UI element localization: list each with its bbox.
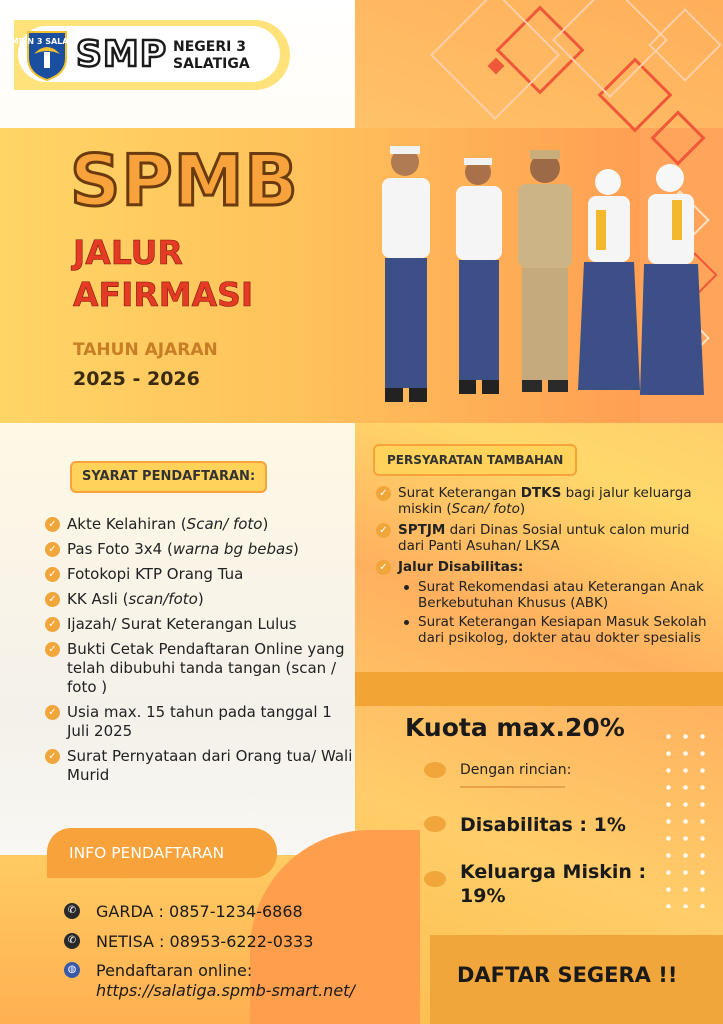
phone-icon: ✆ [64,903,80,919]
phone-icon: ✆ [64,933,80,949]
page-title: SPMB [70,140,299,222]
academic-year-value: 2025 - 2026 [73,368,200,390]
bullet-dot-icon [424,871,446,887]
check-icon: ✓ [45,749,60,764]
disability-sublist [402,579,711,646]
list-item: ✓ Akte Kelahiran (Scan/ foto) [45,515,355,534]
list-item: ✓ Pas Foto 3x4 (warna bg bebas) [45,540,355,559]
student-figure [640,164,704,395]
quota-detail-label: Dengan rincian: [460,762,572,778]
register-now-button[interactable]: DAFTAR SEGERA !! [457,963,678,987]
bullet-dot-icon [424,762,446,778]
quota-divider [460,786,565,788]
emblem-text: SMP N 3 SALATIGA [4,37,90,46]
list-item: ✓ SPTJM dari Dinas Sosial untuk calon murid dari Panti Asuhan/ LKSA [376,522,711,554]
school-name-line2: SALATIGA [173,56,250,72]
subtitle-line2: AFIRMASI [73,275,254,314]
check-icon: ✓ [376,560,391,575]
school-emblem-icon [4,28,90,82]
dot-grid-decoration [660,728,710,908]
student-figure [456,158,502,394]
student-figure [382,146,430,402]
school-name-sub [173,39,250,73]
check-icon: ✓ [45,517,60,532]
requirements-heading: SYARAT PENDAFTARAN: [70,461,267,493]
bullet-dot-icon [424,816,446,832]
check-icon: ✓ [45,567,60,582]
check-icon: ✓ [45,642,60,657]
check-icon: ✓ [45,592,60,607]
student-figure [578,169,640,390]
school-name-main: SMP [76,34,168,75]
list-item: ✓ Bukti Cetak Pendaftaran Online yang telah dibubuhi tanda tangan (scan / foto ) [45,640,355,697]
online-registration-label: Pendaftaran online: [96,961,253,980]
teacher-figure [518,150,572,392]
sub-list-item: Surat Keterangan Kesiapan Masuk Sekolah dari psikolog, dokter atau dokter spesialis [402,614,711,646]
check-icon: ✓ [45,617,60,632]
quota-poor-label: Keluarga Miskin : [460,861,647,883]
academic-year-label: TAHUN AJARAN [73,340,218,360]
students-photo [360,140,705,420]
check-icon: ✓ [45,542,60,557]
quota-title: Kuota max.20% [405,713,625,742]
additional-requirements-heading: PERSYARATAN TAMBAHAN [373,444,577,476]
quota-disability: Disabilitas : 1% [460,814,626,836]
registration-info-heading: INFO PENDAFTARAN [47,828,277,878]
quota-poor-family [460,860,646,908]
list-item: ✓ Surat Pernyataan dari Orang tua/ Wali Murid [45,747,355,785]
list-item: ✓ Usia max. 15 tahun pada tanggal 1 Juli 2025 [45,703,355,741]
list-item: ✓ Ijazah/ Surat Keterangan Lulus [45,615,355,634]
list-item: ✓ Fotokopi KTP Orang Tua [45,565,355,584]
sub-list-item: Surat Rekomendasi atau Keterangan Anak Berkebutuhan Khusus (ABK) [402,579,711,611]
divider-stripe [355,672,723,706]
check-icon: ✓ [376,486,391,501]
list-item: ✓ Surat Keterangan DTKS bagi jalur keluarga miskin (Scan/ foto) [376,485,711,517]
additional-requirements-list [376,485,711,651]
subtitle-line1: JALUR [73,233,183,272]
globe-icon: ◍ [64,962,80,978]
list-item: ✓ KK Asli (scan/foto) [45,590,355,609]
check-icon: ✓ [376,523,391,538]
check-icon: ✓ [45,705,60,720]
online-registration-link[interactable]: https://salatiga.spmb-smart.net/ [96,981,355,1000]
page-subtitle [73,232,253,316]
school-name-line1: NEGERI 3 [173,39,246,55]
quota-poor-value: 19% [460,885,506,907]
list-item: ✓ Jalur Disabilitas: Surat Rekomendasi atau Keterangan Anak Berkebutuhan Khusus (ABK) Surat Keterangan Kesiapan Masuk Sekolah dari psikolog, dokter atau dokter spesialis [376,559,711,646]
requirements-list [45,515,355,791]
